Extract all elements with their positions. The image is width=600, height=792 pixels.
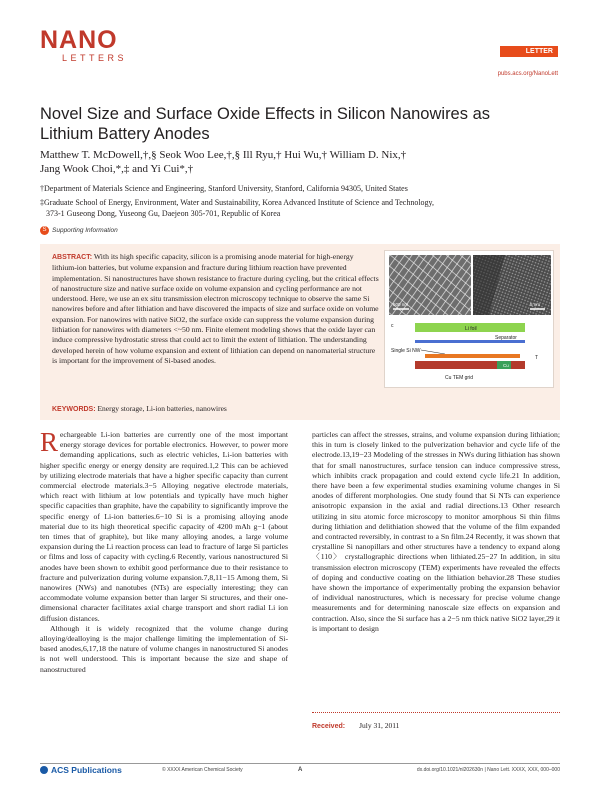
toc-graphic [384,250,554,388]
affiliation-kaist-address: 373-1 Guseong Dong, Yuseong Gu, Daejeon 305-701, Republic of Korea [46,209,281,218]
body-column-right [312,430,560,634]
affiliation-kaist: ‡Graduate School of Energy, Environment, Water and Sustainability, Korea Advanced Institute of Science and Technology, [40,198,435,207]
supporting-info-label: Supporting Information [52,227,118,235]
abstract [52,252,380,366]
title-line-2: Lithium Battery Anodes [40,125,210,143]
keywords-list: Energy storage, Li-ion batteries, nanowires [97,404,227,413]
toc-figure-svg [385,251,555,389]
svg-text:Single Si NW: Single Si NW [391,348,421,354]
author-list [40,149,560,176]
abstract-label: ABSTRACT: [52,254,93,261]
svg-text:Li foil: Li foil [465,326,477,332]
paragraph-text: echargeable Li-ion batteries are currently one of the most important energy storage devices for portable electronics. However, to power more demanding applications, such as electric vehicles, Li-ion batteries with higher specific energy or energy density are required.1,2 This can be achieved by utilizing electrode materials that have a higher specific capacity than current commercial electrode materials.3−5 Alloying negative electrode materials, which react with lithium at low potentials and typically have much higher specific capacities than graphite, have the capability to significantly improve the specific energy of Li-ion batteries.6−10 Si is a promising alloying anode material due to its high theoretical specific capacity of 4200 mAh g−1 (about ten times that of graphite), but like many alloying anodes, a large volume expansion during the Li reaction process can lead to fracture of large Si particles or films and loss of capacity with cycling.6 Recently, various nanostructured Si anodes have been shown to exhibit good performance due to their resistance to fracture and pulverization during volume expansion.7,8,11−15 Among them, Si nanowires (NWs) and nanotubes (NTs) are especially interesting; they can accommodate volume expansion better than larger Si structures, and their one-dimensional character facilitates axial charge transport and short radial Li ion diffusion distances. [40,430,288,623]
authors-line-1: Matthew T. McDowell,†,§ Seok Woo Lee,†,§ Ill Ryu,† Hui Wu,† William D. Nix,† [40,149,407,161]
panel-label-c: c [391,323,394,329]
keywords [52,404,452,413]
svg-text:T: T [535,355,539,361]
svg-text:Cu: Cu [503,363,509,368]
scale-bar-tem: 5 nm [530,302,541,307]
nanowire-layer [425,354,520,358]
copyright-notice: © XXXX American Chemical Society [162,767,243,773]
supporting-information-link[interactable] [40,226,118,235]
title-line-1: Novel Size and Surface Oxide Effects in Silicon Nanowires as [40,105,490,123]
article-title [40,104,560,144]
received-label: Received: [312,723,346,730]
abstract-text: With its high specific capacity, silicon is a promising anode material for high-energy lithium-ion batteries, but volume expansion and fracture during lithium reaction have prevented implementation. Si nanostructures have shown resistance to fracture during cycling, but the critical effects of nanostructure size and native surface oxide on volume expansion and cycling performance are not understood. Here, we use an ex situ transmission electron microscopy technique to observe the same Si nanowires before and after lithiation and have discovered the impacts of size and surface oxide on volume expansion. For nanowires with native SiO2, the surface oxide can suppress the volume expansion during lithiation for nanowires with diameters <~50 nm. Finite element modeling shows that the oxide layer can induce compressive hydrostatic stress that could act to limit the extent of lithiation. The understanding developed herein of how volume expansion and extent of lithiation can depend on nanomaterial structure is important for the improvement of Si-based anodes. [52,252,379,365]
body-paragraph [40,427,288,624]
doi-citation-link[interactable]: dx.doi.org/10.1021/nl202630n | Nano Lett. XXXX, XXX, 000–000 [416,767,560,773]
scale-bar-sem: 500 nm [393,302,409,307]
body-paragraph: particles can affect the stresses, strains, and volume expansion during lithiation; this in turn is closely linked to the pulverization behavior and cycle life of the electrode.13,19−23 Modeling of the stresses in NWs during lithiation has shown that for small nanostructures, surface tension can induce compressive stress, which inhibits crack propagation and could extend cycle life.21 In addition, there have been a few experimental studies examining volume changes in Si anodes of different morphologies. One study found that Si NTs can experience anisotropic expansion in the axial and radial directions.13 Other research utilizing in situ atomic force microscopy to monitor amorphous Si thin films during lithiation and delithiation showed that the volume of the film expanded and contracted reversibly, in contrast to a Sn film.24 Recently, it was shown that crystalline Si nanopillars and other structures have a tendency to expand along 〈110〉 crystallographic directions when lithiated.25−27 In addition, in situ transmission electron microscopy (TEM) experiments have revealed the effects of doping and conductive coating on the lithiation behavior.28 These studies have shown the importance of experimentally probing the expansion behavior of individual nanostructures, which is necessary for precise volume change measurements and for determining nanoscale size effects on expansion and contraction. Also, since the Si surface has a 2−5 nm thick native SiO2 layer,29 it is important to design [312,430,560,633]
supporting-info-icon: S [40,226,49,235]
acs-publications-logo: ACS Publications [40,765,122,775]
svg-text:Cu TEM grid: Cu TEM grid [445,375,473,381]
keywords-label: KEYWORDS: [52,406,96,413]
acs-logo-icon [40,766,48,774]
article-type-banner: LETTER [500,46,558,57]
received-value: July 31, 2011 [359,721,400,730]
authors-line-2: Jang Wook Choi,*,‡ and Yi Cui*,† [40,162,194,175]
page-number: A [298,767,303,773]
affiliation-stanford: †Department of Materials Science and Engineering, Stanford University, Stanford, California 94305, United States [40,184,408,193]
received-date [312,712,560,730]
body-paragraph: Although it is widely recognized that the volume change during alloying/dealloying is the major challenge limiting the implementation of Si-based anodes,6,17,18 the nature of volume changes in nanostructured Si anodes is not well understood. This is important because the size and shape of nanostructured [40,623,288,674]
journal-logo: NANO [40,26,118,54]
body-column-left [40,427,288,675]
journal-url-link[interactable]: pubs.acs.org/NanoLett [497,71,558,77]
journal-logo-subtitle: LETTERS [62,53,128,63]
drop-cap: R [40,427,59,457]
footer-divider [40,763,560,764]
svg-text:Separator: Separator [495,335,517,341]
